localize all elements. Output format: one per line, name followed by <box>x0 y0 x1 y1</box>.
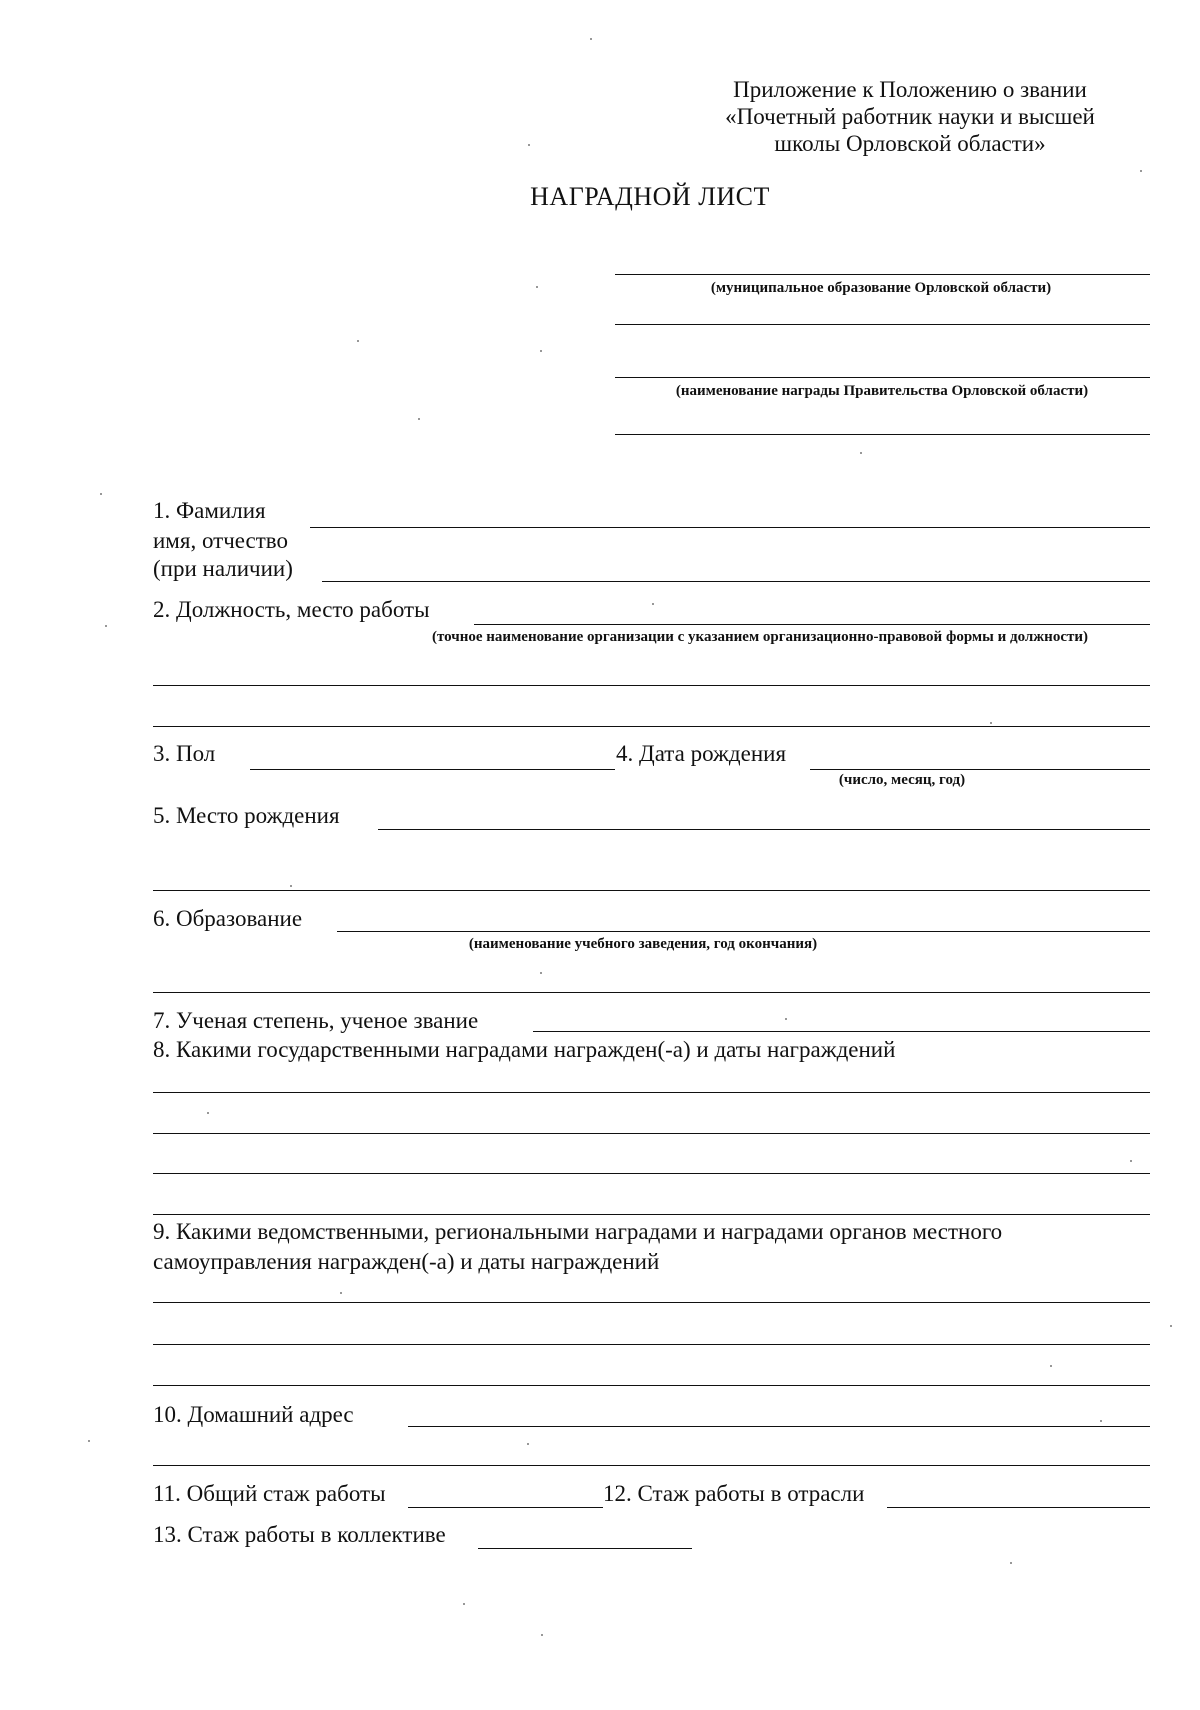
field-label-departmental-awards: 9. Какими ведомственными, региональными наградами и наградами органов местного <box>153 1219 1003 1244</box>
scan-speck <box>463 1603 465 1605</box>
departmental-awards-field-line-3[interactable] <box>153 1385 1150 1386</box>
state-awards-field-line-4[interactable] <box>153 1214 1150 1215</box>
field-label-birth-place: 5. Место рождения <box>153 803 340 828</box>
field-label-departmental-awards-cont: самоуправления награжден(-а) и даты награждений <box>153 1249 660 1274</box>
home-address-field-line[interactable] <box>408 1426 1150 1427</box>
scan-speck <box>990 722 992 724</box>
team-experience-field-line[interactable] <box>478 1548 692 1549</box>
municipality-field-line-2[interactable] <box>615 324 1150 325</box>
scan-speck <box>527 1443 529 1445</box>
scan-speck <box>1140 170 1142 172</box>
sex-field-line[interactable] <box>250 769 615 770</box>
state-awards-field-line-2[interactable] <box>153 1133 1150 1134</box>
industry-experience-field-line[interactable] <box>887 1507 1150 1508</box>
scan-speck <box>652 603 654 605</box>
award-name-field-line-2[interactable] <box>615 434 1150 435</box>
birth-place-field-line[interactable] <box>378 829 1150 830</box>
state-awards-field-line-3[interactable] <box>153 1173 1150 1174</box>
surname-field-line[interactable] <box>310 527 1150 528</box>
scan-speck <box>590 38 592 40</box>
state-awards-field-line-1[interactable] <box>153 1092 1150 1093</box>
municipality-hint: (муниципальное образование Орловской области) <box>710 280 1052 296</box>
home-address-field-line-2[interactable] <box>153 1465 1150 1466</box>
appendix-header-line2: «Почетный работник науки и высшей <box>725 104 1095 129</box>
scan-speck <box>105 625 107 627</box>
award-name-field-line[interactable] <box>615 377 1150 378</box>
award-name-hint: (наименование награды Правительства Орловской области) <box>675 383 1089 399</box>
position-field-line-3[interactable] <box>153 726 1150 727</box>
field-label-total-experience: 11. Общий стаж работы <box>153 1481 386 1506</box>
field-label-team-experience: 13. Стаж работы в коллективе <box>153 1522 446 1547</box>
birth-date-hint: (число, месяц, год) <box>838 772 966 788</box>
education-hint: (наименование учебного заведения, год окончания) <box>468 936 818 952</box>
scan-speck <box>536 286 538 288</box>
scan-speck <box>540 350 542 352</box>
scan-speck <box>528 144 530 146</box>
municipality-field-line[interactable] <box>615 274 1150 275</box>
birth-place-field-line-2[interactable] <box>153 890 1150 891</box>
field-label-if-present: (при наличии) <box>153 556 293 581</box>
scan-speck <box>357 340 359 342</box>
scan-speck <box>1010 1562 1012 1564</box>
name-patronymic-field-line[interactable] <box>322 581 1150 582</box>
field-label-position: 2. Должность, место работы <box>153 597 430 622</box>
education-field-line-2[interactable] <box>153 992 1150 993</box>
scan-speck <box>541 1634 543 1636</box>
organization-hint: (точное наименование организации с указанием организационно-правовой формы и должности) <box>431 629 1089 645</box>
total-experience-field-line[interactable] <box>408 1507 603 1508</box>
scan-speck <box>860 452 862 454</box>
appendix-header-line1: Приложение к Положению о звании <box>733 77 1087 102</box>
position-field-line-2[interactable] <box>153 685 1150 686</box>
scan-speck <box>785 1018 787 1020</box>
scan-speck <box>207 1112 209 1114</box>
scan-speck <box>1050 1365 1052 1367</box>
scan-speck <box>1170 1325 1172 1327</box>
field-label-name-patronymic: имя, отчество <box>153 528 289 553</box>
field-label-industry-experience: 12. Стаж работы в отрасли <box>603 1481 865 1506</box>
degree-field-line[interactable] <box>533 1031 1150 1032</box>
field-label-sex: 3. Пол <box>153 741 216 766</box>
position-field-line[interactable] <box>474 624 1150 625</box>
departmental-awards-field-line-1[interactable] <box>153 1302 1150 1303</box>
field-label-education: 6. Образование <box>153 906 303 931</box>
departmental-awards-field-line-2[interactable] <box>153 1344 1150 1345</box>
appendix-header <box>690 76 1130 157</box>
scan-speck <box>88 1440 90 1442</box>
scan-speck <box>540 972 542 974</box>
field-label-home-address: 10. Домашний адрес <box>153 1402 354 1427</box>
birth-date-field-line[interactable] <box>810 769 1150 770</box>
document-title: НАГРАДНОЙ ЛИСТ <box>530 182 770 211</box>
scan-speck <box>290 885 292 887</box>
field-label-state-awards: 8. Какими государственными наградами награжден(-а) и даты награждений <box>153 1037 896 1062</box>
scan-speck <box>1100 1420 1102 1422</box>
scan-speck <box>1130 1160 1132 1162</box>
scan-speck <box>418 418 420 420</box>
scan-speck <box>100 493 102 495</box>
education-field-line[interactable] <box>337 931 1150 932</box>
scan-speck <box>340 1292 342 1294</box>
appendix-header-line3: школы Орловской области» <box>774 131 1046 156</box>
field-label-birth-date: 4. Дата рождения <box>616 741 787 766</box>
field-label-surname: 1. Фамилия <box>153 498 266 523</box>
field-label-degree: 7. Ученая степень, ученое звание <box>153 1008 479 1033</box>
